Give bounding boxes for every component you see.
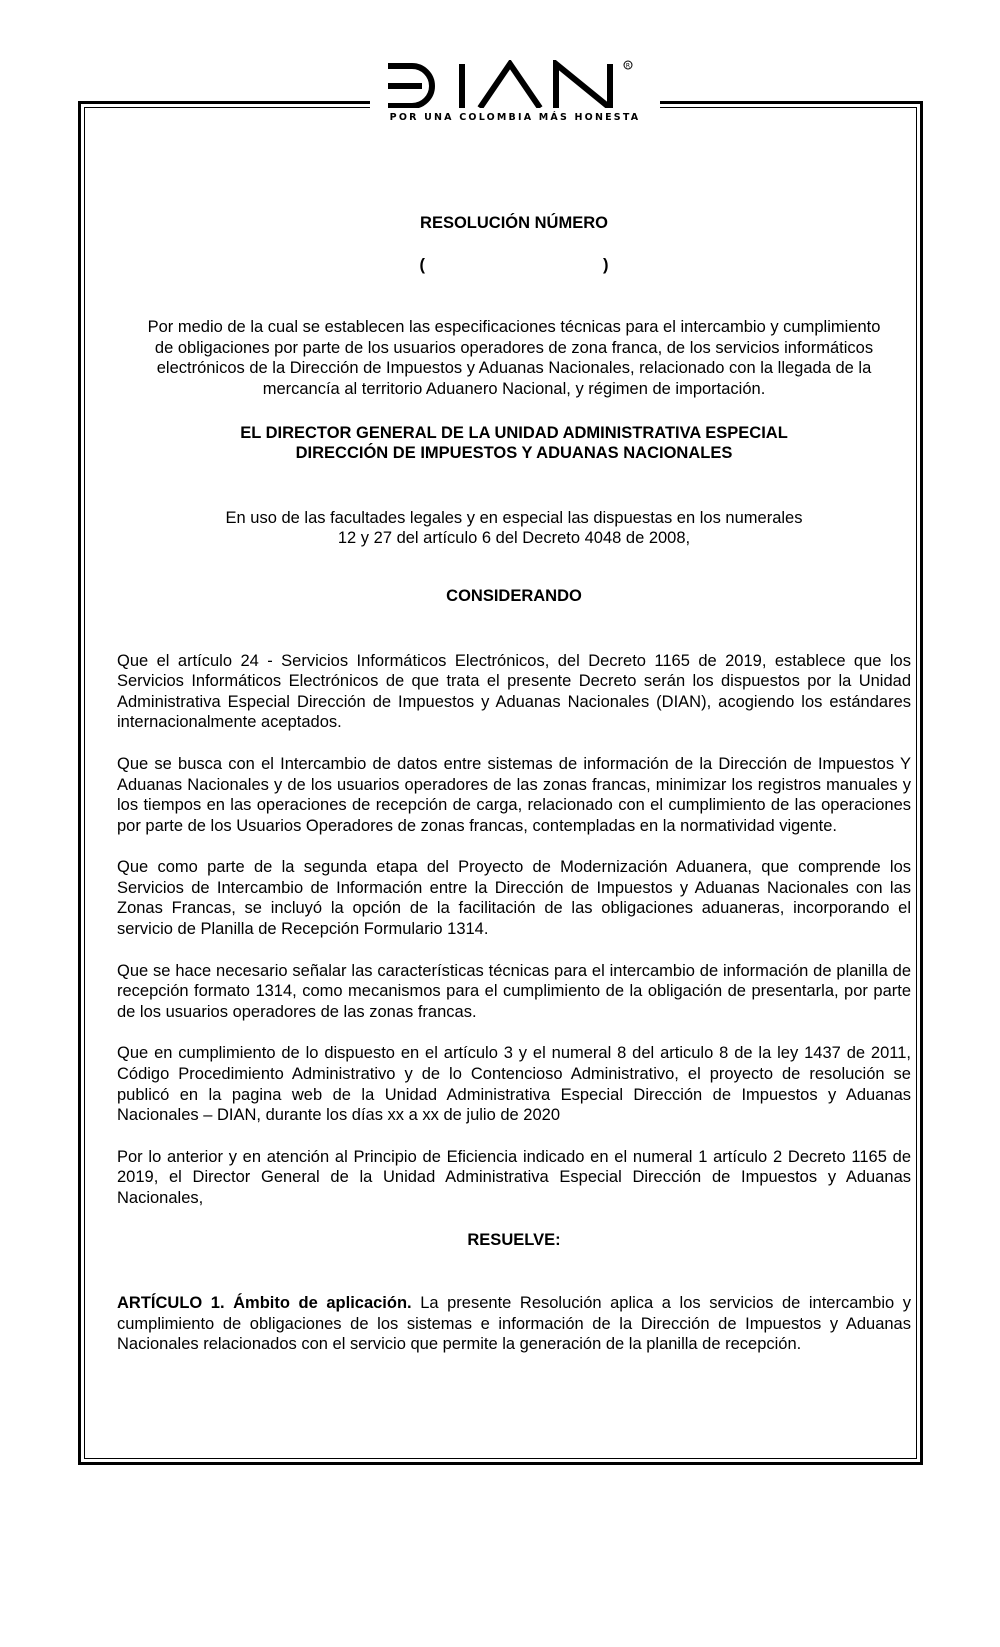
number-close-paren: )	[603, 255, 609, 274]
faculty-line-2: 12 y 27 del artículo 6 del Decreto 4048 de 2008,	[337, 529, 691, 548]
faculty-line-1: En uso de las facultades legales y en especial las dispuestas en los numerales	[225, 508, 803, 527]
director-heading	[117, 423, 911, 464]
considerando-paragraph: Que se busca con el Intercambio de datos entre sistemas de información de la Dirección de Impuestos Y Aduanas Nacionales y de los usuarios operadores de las zonas francas, minimizar los registros manuales y los tiempos en las operaciones de recepción de carga, relacionado con el cumplimiento de las operaciones por parte de los Usuarios Operadores de zonas francas, contempladas en la normatividad vigente.	[117, 754, 911, 835]
considerando-heading: CONSIDERANDO	[446, 586, 582, 605]
considerando-paragraph: Que el artículo 24 - Servicios Informáticos Electrónicos, del Decreto 1165 de 2019, establece que los Servicios Informáticos Electrónicos de que trata el presente Decreto serán los dispuestos por la Unidad Administrativa Especial Dirección de Impuestos y Aduanas Nacionales (DIAN), acogiendo los estándares internacionalmente aceptados.	[117, 651, 911, 732]
dian-logo	[370, 54, 660, 134]
resuelve-heading: RESUELVE:	[467, 1230, 561, 1249]
director-line-2: DIRECCIÓN DE IMPUESTOS Y ADUANAS NACIONALES	[295, 444, 733, 463]
resolution-subject: Por medio de la cual se establecen las especificaciones técnicas para el intercambio y cumplimiento de obligaciones por parte de los usuarios operadores de zona franca, de los servicios informáticos electrónicos de la Dirección de Impuestos y Aduanas Nacionales, relacionado con la llegada de la mercancía al territorio Aduanero Nacional, y régimen de importación.	[147, 318, 881, 398]
faculty-statement	[161, 508, 867, 549]
considerando-paragraph: Que en cumplimiento de lo dispuesto en el artículo 3 y el numeral 8 del articulo 8 de la ley 1437 de 2011, Código Procedimiento Administrativo y de lo Contencioso Administrativo, el proyecto de resolución se publicó en la pagina web de la Unidad Administrativa Especial Dirección de Impuestos y Aduanas Nacionales – DIAN, durante los días xx a xx de julio de 2020	[117, 1044, 911, 1125]
number-open-paren: (	[419, 255, 425, 274]
article-1	[117, 1293, 911, 1355]
article-1-heading: ARTÍCULO 1. Ámbito de aplicación.	[117, 1294, 412, 1313]
considerando-paragraph: Que se hace necesario señalar las características técnicas para el intercambio de información de planilla de recepción formato 1314, como mecanismos para el cumplimiento de la obligación de presentarla, por parte de los usuarios operadores de las zonas francas.	[117, 961, 911, 1021]
considerando-paragraph: Que como parte de la segunda etapa del Proyecto de Modernización Aduanera, que comprende los Servicios de Intercambio de Información entre la Dirección de Impuestos y Aduanas Nacionales con las Zonas Francas, se incluyó la opción de la facilitación de las obligaciones aduaneras, incorporando el servicio de Planilla de Recepción Formulario 1314.	[117, 858, 911, 939]
dian-logo-icon	[384, 60, 646, 108]
resolution-title: RESOLUCIÓN NÚMERO	[420, 214, 608, 232]
document-body	[117, 200, 911, 1355]
resolution-number	[117, 255, 911, 276]
considerando-paragraph: Por lo anterior y en atención al Principio de Eficiencia indicado en el numeral 1 artículo 2 Decreto 1165 de 2019, el Director General de la Unidad Administrativa Especial Dirección de Impuestos y Aduanas Nacionales,	[117, 1147, 911, 1207]
article-1-text: La presente Resolución aplica a los servicios de intercambio y cumplimiento de obligaciones de los sistemas e información de la Dirección de Impuestos y Aduanas Nacionales relacionados con el servicio que permite la generación de la planilla de recepción.	[117, 1294, 911, 1354]
logo-slogan: POR UNA COLOMBIA MÁS HONESTA	[389, 112, 641, 123]
director-line-1: EL DIRECTOR GENERAL DE LA UNIDAD ADMINISTRATIVA ESPECIAL	[240, 423, 788, 442]
svg-text:R: R	[625, 62, 631, 70]
